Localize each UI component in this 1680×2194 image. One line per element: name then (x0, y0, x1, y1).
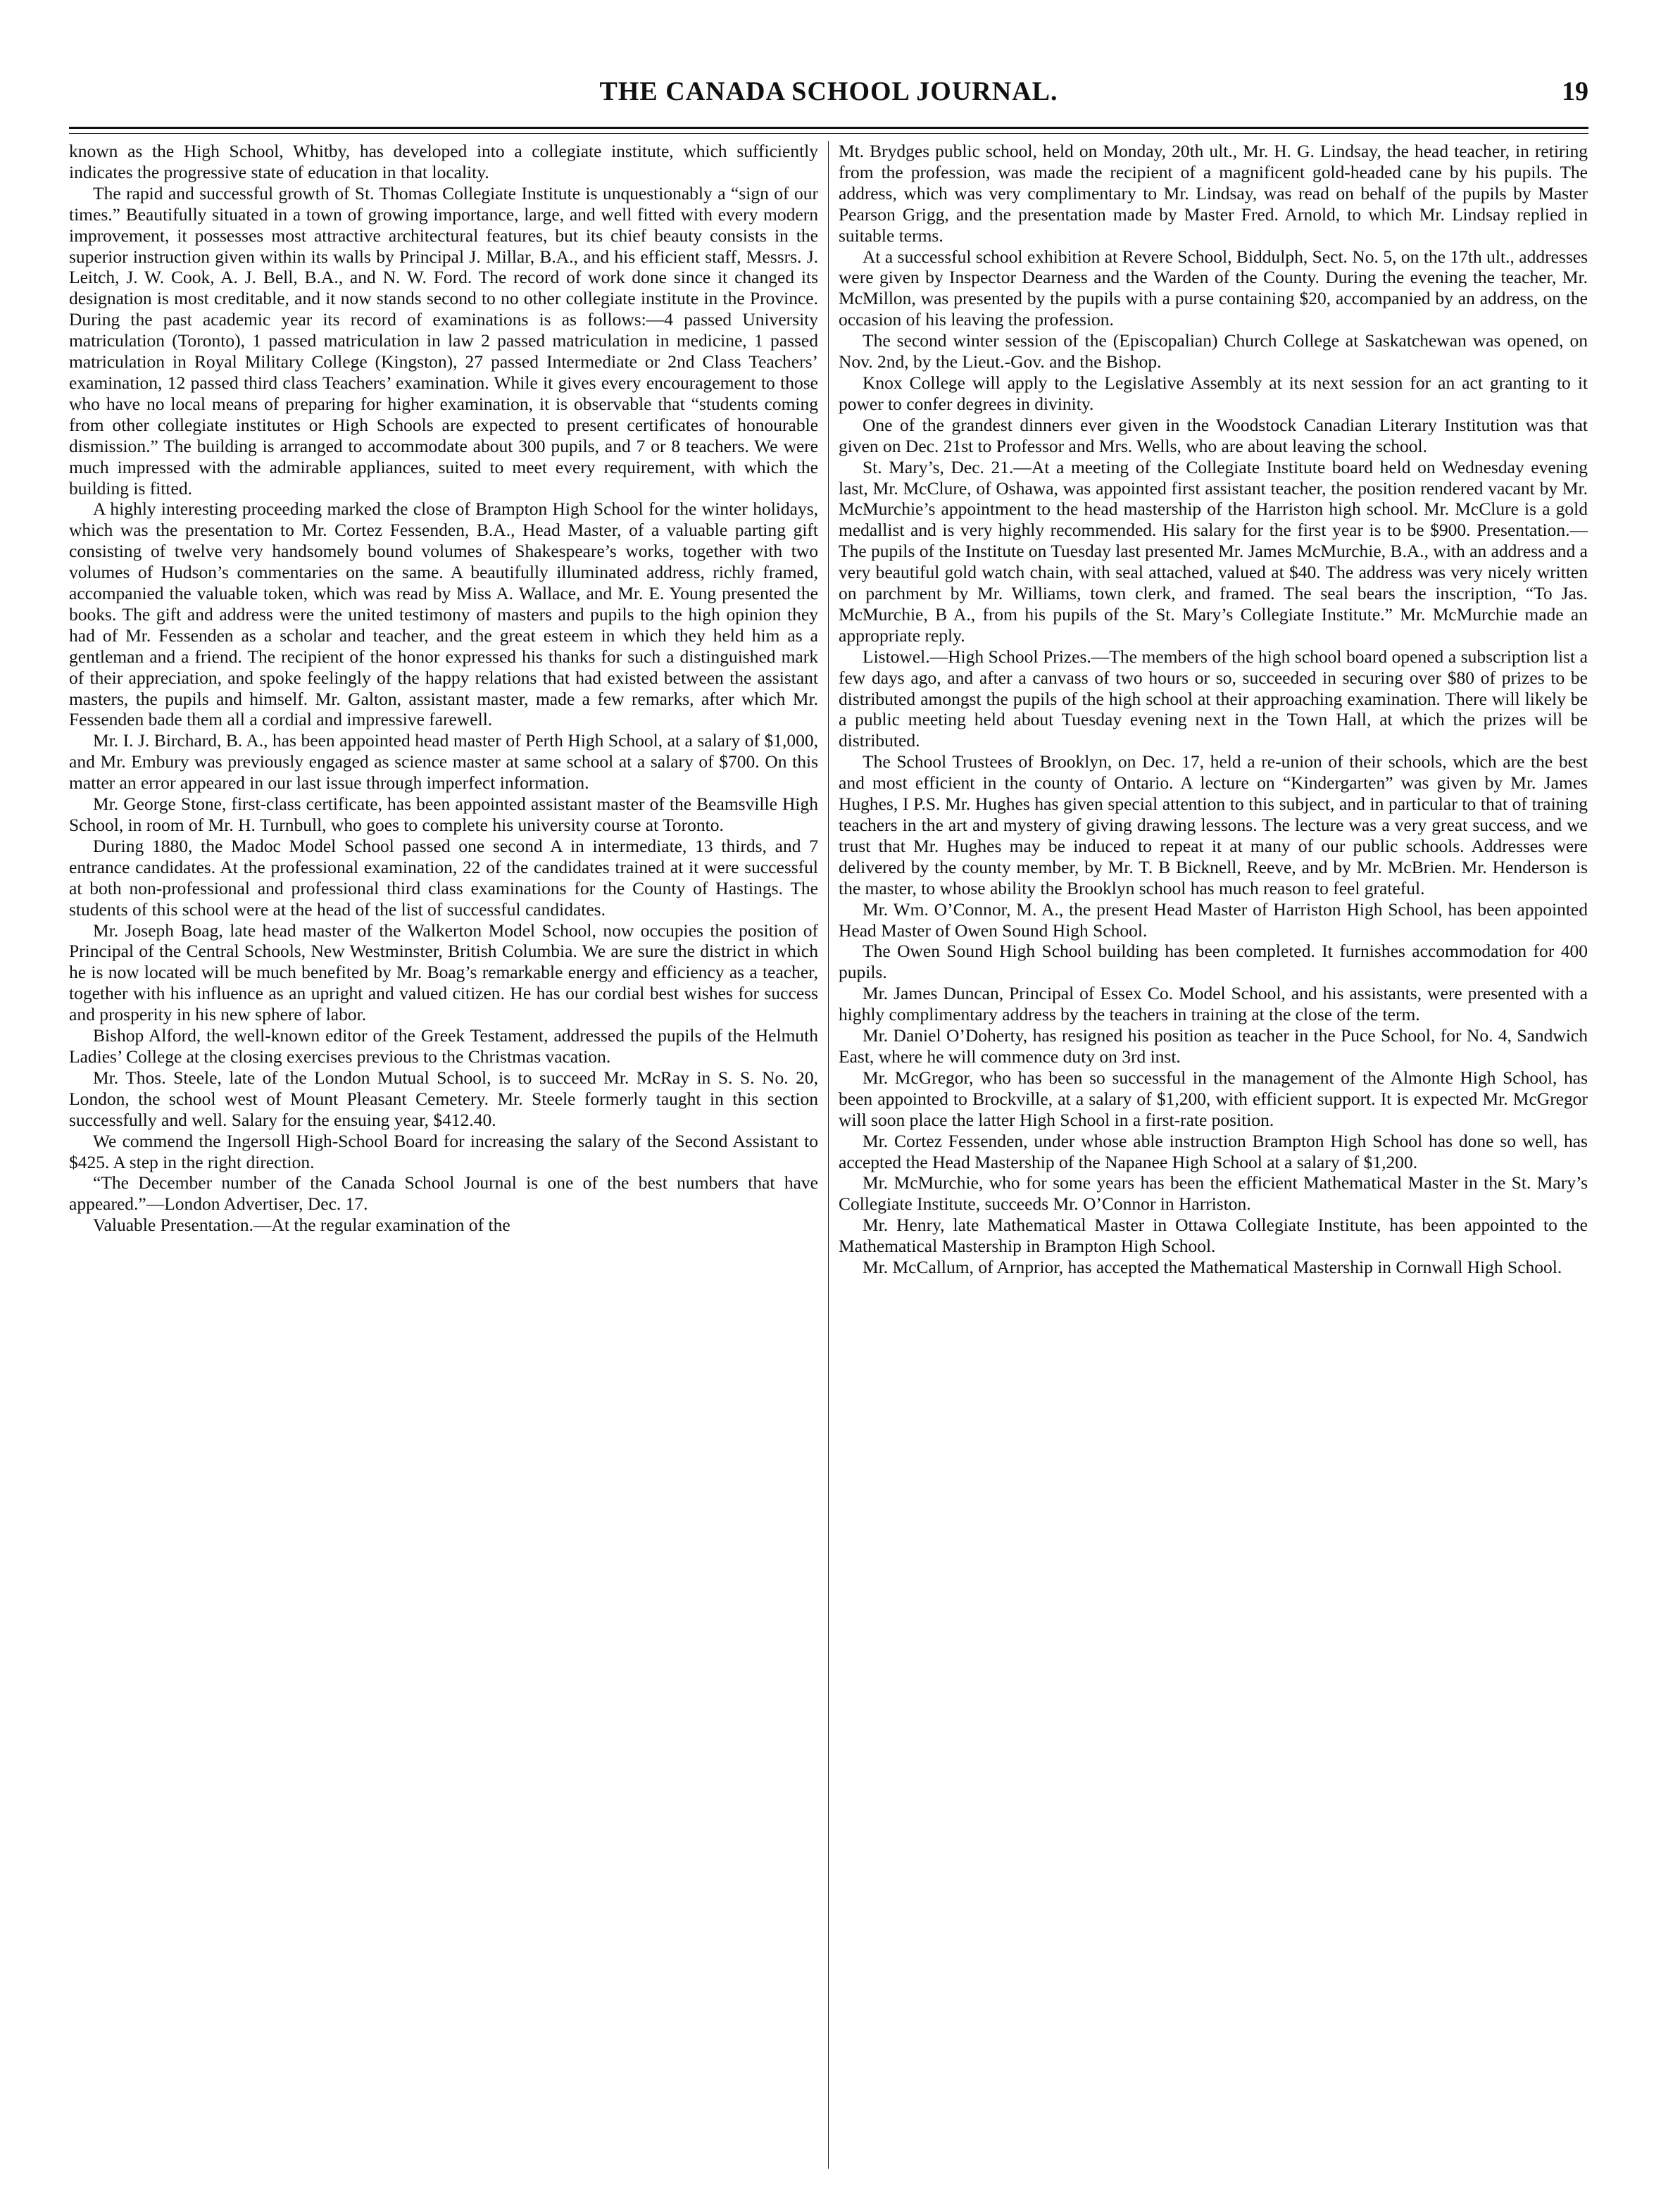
news-paragraph: Mr. McMurchie, who for some years has been the efficient Mathematical Master in the St. Mary’s Collegiate Institute, succeeds Mr. O’Connor in Harriston. (839, 1172, 1588, 1215)
page-header (69, 70, 1588, 113)
journal-title: THE CANADA SCHOOL JOURNAL. (599, 77, 1058, 106)
news-paragraph: During 1880, the Madoc Model School passed one second A in intermediate, 13 thirds, and 7 entrance candidates. At the professional examination, 22 of the candidates trained at it were successful at both non-professional and professional third class examinations for the County of Hastings. The students of this school were at the head of the list of successful candidates. (69, 835, 818, 920)
news-paragraph: The rapid and successful growth of St. Thomas Collegiate Institute is unquestionably a “sign of our times.” Beautifully situated in a town of growing importance, large, and well fitted with every modern improvement, it possesses most attractive architectural features, but its chief beauty consists in the superior instruction given within its walls by Principal J. Millar, B.A., and his efficient staff, Messrs. J. Leitch, J. W. Cook, A. J. Bell, B.A., and N. W. Ford. The record of work done since it changed its designation is most creditable, and it now stands second to no other collegiate institute in the Province. During the past academic year its record of examinations is as follows:—4 passed University matriculation (Toronto), 1 passed matriculation in law 2 passed matriculation in medicine, 1 passed matriculation in Royal Military College (Kingston), 27 passed Intermediate or 2nd Class Teachers’ examination, 12 passed third class Teachers’ examination. While it gives every encouragement to those who have no local means of preparing for higher examination, it is observable that “students coming from other collegiate institutes or High Schools are expected to present certificates of honourable dismission.” The building is arranged to accommodate about 300 pupils, and 7 or 8 teachers. We were much impressed with the admirable appliances, suited to meet every requirement, with which the building is fitted. (69, 182, 818, 499)
header-rule-thin (69, 133, 1588, 134)
news-paragraph: Mr. Joseph Boag, late head master of the Walkerton Model School, now occupies the position of Principal of the Central Schools, New Westminster, British Columbia. We are sure the district in which he is now located will be much benefited by Mr. Boag’s remarkable energy and efficiency as a teacher, together with his influence as an upright and valued citizen. He has our cordial best wishes for success and prosperity in his new sphere of labor. (69, 920, 818, 1025)
news-paragraph: Mr. McGregor, who has been so successful in the management of the Almonte High School, has been appointed to Brockville, at a salary of $1,200, with efficient support. It is expected Mr. McGregor will soon place the latter High School in a first-rate position. (839, 1067, 1588, 1130)
article-columns (69, 141, 1588, 2169)
left-column (69, 141, 828, 2169)
news-paragraph: known as the High School, Whitby, has developed into a collegiate institute, which sufficiently indicates the progressive state of education in that locality. (69, 141, 818, 182)
news-paragraph: “The December number of the Canada School Journal is one of the best numbers that have appeared.”—London Advertiser, Dec. 17. (69, 1172, 818, 1215)
news-paragraph: A highly interesting proceeding marked the close of Brampton High School for the winter holidays, which was the presentation to Mr. Cortez Fessenden, B.A., Head Master, of a valuable parting gift consisting of twelve very handsomely bound volumes of Shakespeare’s works, together with two volumes of Hudson’s commentaries on the same. A beautifully illuminated address, richly framed, accompanied the valuable token, which was read by Miss A. Wallace, and Mr. E. Young presented the books. The gift and address were the united testimony of masters and pupils to the high opinion they had of Mr. Fessenden as a scholar and teacher, and the great esteem in which they held him as a gentleman and a friend. The recipient of the honor expressed his thanks for such a distinguished mark of their appreciation, and spoke feelingly of the happy relations that had existed between the assistant masters, the pupils and himself. Mr. Galton, assistant master, made a few remarks, after which Mr. Fessenden bade them all a cordial and impressive farewell. (69, 499, 818, 730)
news-paragraph: Knox College will apply to the Legislative Assembly at its next session for an act granting to it power to confer degrees in divinity. (839, 372, 1588, 414)
news-paragraph: Mr. Henry, late Mathematical Master in Ottawa Collegiate Institute, has been appointed to the Mathematical Mastership in Brampton High School. (839, 1215, 1588, 1257)
news-paragraph: One of the grandest dinners ever given in the Woodstock Canadian Literary Institution was that given on Dec. 21st to Professor and Mrs. Wells, who are about leaving the school. (839, 414, 1588, 456)
news-paragraph: The School Trustees of Brooklyn, on Dec. 17, held a re-union of their schools, which are the best and most efficient in the county of Ontario. A lecture on “Kindergarten” was given by Mr. James Hughes, I P.S. Mr. Hughes has given special attention to this subject, and in particular to that of training teachers in the art and mystery of giving drawing lessons. The lecture was a very great success, and we trust that Mr. Hughes may be induced to repeat it at many of our public schools. Addresses were delivered by the county member, by Mr. T. B Bicknell, Reeve, and by Mr. McBrien. Mr. Henderson is the master, to whose ability the Brooklyn school has much reason to feel grateful. (839, 751, 1588, 898)
news-paragraph: Listowel.—High School Prizes.—The members of the high school board opened a subscription list a few days ago, and after a canvass of two hours or so, succeeded in securing over $80 of prizes to be distributed amongst the pupils of the high school at their approaching examination. There will likely be a public meeting held about Tuesday evening next in the Town Hall, at which the prizes will be distributed. (839, 646, 1588, 751)
news-paragraph: Mr. James Duncan, Principal of Essex Co. Model School, and his assistants, were presented with a highly complimentary address by the teachers in training at the close of the term. (839, 983, 1588, 1025)
news-paragraph: We commend the Ingersoll High-School Board for increasing the salary of the Second Assistant to $425. A step in the right direction. (69, 1130, 818, 1172)
news-paragraph: Mr. George Stone, first-class certificate, has been appointed assistant master of the Beamsville High School, in room of Mr. H. Turnbull, who goes to complete his university course at Toronto. (69, 794, 818, 835)
right-column (829, 141, 1588, 2169)
news-paragraph: Mr. Cortez Fessenden, under whose able instruction Brampton High School has done so well, has accepted the Head Mastership of the Napanee High School at a salary of $1,200. (839, 1130, 1588, 1172)
news-paragraph: St. Mary’s, Dec. 21.—At a meeting of the Collegiate Institute board held on Wednesday evening last, Mr. McClure, of Oshawa, was appointed first assistant teacher, the position rendered vacant by Mr. McMurchie’s appointment to the head mastership of the Harriston high school. Mr. McClure is a gold medallist and is very highly recommended. His salary for the first year is to be $900. Presentation.—The pupils of the Institute on Tuesday last presented Mr. James McMurchie, B.A., with an address and a very beautiful gold watch chain, with seal attached, valued at $40. The address was very nicely written on parchment by Mr. Williams, town clerk, and framed. The seal bears the inscription, “To Jas. McMurchie, B A., from his pupils of the St. Mary’s Collegiate Institute.” Mr. McMurchie made an appropriate reply. (839, 456, 1588, 646)
news-paragraph: Mr. Wm. O’Connor, M. A., the present Head Master of Harriston High School, has been appointed Head Master of Owen Sound High School. (839, 898, 1588, 941)
news-paragraph: Mr. I. J. Birchard, B. A., has been appointed head master of Perth High School, at a salary of $1,000, and Mr. Embury was previously engaged as science master at same school at a salary of $700. On this matter an error appeared in our last issue through imperfect information. (69, 730, 818, 794)
page-number: 19 (1562, 77, 1588, 106)
news-paragraph: Valuable Presentation.—At the regular examination of the (93, 1215, 510, 1236)
news-paragraph: At a successful school exhibition at Revere School, Biddulph, Sect. No. 5, on the 17th ult., addresses were given by Inspector Dearness and the Warden of the County. During the evening the teacher, Mr. McMillon, was presented by the pupils with a purse containing $20, accompanied by an address, on the occasion of his leaving the profession. (839, 246, 1588, 330)
news-paragraph: The second winter session of the (Episcopalian) Church College at Saskatchewan was opened, on Nov. 2nd, by the Lieut.-Gov. and the Bishop. (839, 330, 1588, 372)
news-paragraph: Mr. McCallum, of Arnprior, has accepted the Mathematical Mastership in Cornwall High School. (863, 1257, 1562, 1278)
news-paragraph: The Owen Sound High School building has been completed. It furnishes accommodation for 400 pupils. (839, 941, 1588, 983)
header-rule (69, 127, 1588, 129)
news-paragraph: Bishop Alford, the well-known editor of the Greek Testament, addressed the pupils of the Helmuth Ladies’ College at the closing exercises previous to the Christmas vacation. (69, 1025, 818, 1067)
news-paragraph: Mt. Brydges public school, held on Monday, 20th ult., Mr. H. G. Lindsay, the head teacher, in retiring from the profession, was made the recipient of a magnificent gold-headed cane by his pupils. The address, which was very complimentary to Mr. Lindsay, was read on behalf of the pupils by Master Pearson Grigg, and the presentation made by Master Fred. Arnold, to which Mr. Lindsay replied in suitable terms. (839, 141, 1588, 246)
news-paragraph: Mr. Daniel O’Doherty, has resigned his position as teacher in the Puce School, for No. 4, Sandwich East, where he will commence duty on 3rd inst. (839, 1025, 1588, 1067)
news-paragraph: Mr. Thos. Steele, late of the London Mutual School, is to succeed Mr. McRay in S. S. No. 20, London, the school west of Mount Pleasant Cemetery. Mr. Steele formerly taught in this section successfully and well. Salary for the ensuing year, $412.40. (69, 1067, 818, 1130)
